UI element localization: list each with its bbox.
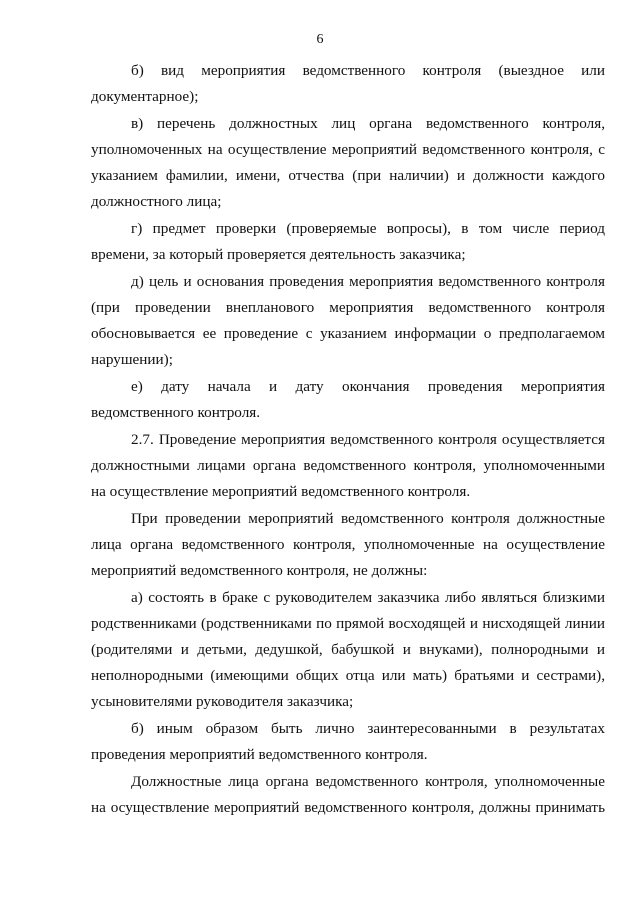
paragraph-d-purpose-grounds: д) цель и основания проведения мероприятия ведомственного контроля (при проведении внепланового мероприятия ведомственного контроля обосновывается ее проведение с указанием информации о предполагаемом нарушении); (91, 273, 605, 368)
page-number: 6 (316, 32, 324, 47)
paragraph-e-dates: е) дату начала и дату окончания проведения мероприятия ведомственного контроля. (91, 378, 605, 421)
document-body (91, 58, 605, 822)
paragraph-b-personal-interest: б) иным образом быть лично заинтересованными в результатах проведения мероприятий ведомственного контроля. (91, 720, 605, 763)
paragraph-b-control-type: б) вид мероприятия ведомственного контроля (выездное или документарное); (91, 62, 605, 105)
paragraph-v-officials-list: в) перечень должностных лиц органа ведомственного контроля, уполномоченных на осуществление мероприятий ведомственного контроля, с указанием фамилии, имени, отчества (при наличии) и должности каждого должностного лица; (91, 115, 605, 210)
paragraph-a-kinship: а) состоять в браке с руководителем заказчика либо являться близкими родственниками (родственниками по прямой восходящей и нисходящей линии (родителями и детьми, дедушкой, бабушкой и внуками), полнородными и неполнородными (имеющими общих отца или мать) братьями и сестрами), усыновителями руководителя заказчика; (91, 589, 605, 710)
paragraph-restrictions-intro: При проведении мероприятий ведомственного контроля должностные лица органа ведомственного контроля, уполномоченные на осуществление мероприятий ведомственного контроля, не должны: (91, 510, 605, 579)
paragraph-g-inspection-subject: г) предмет проверки (проверяемые вопросы), в том числе период времени, за который проверяется деятельность заказчика; (91, 220, 605, 263)
paragraph-2-7-conduct: 2.7. Проведение мероприятия ведомственного контроля осуществляется должностными лицами органа ведомственного контроля, уполномоченными на осуществление мероприятий ведомственного контроля. (91, 431, 605, 500)
paragraph-officials-obligations: Должностные лица органа ведомственного контроля, уполномоченные на осуществление мероприятий ведомственного контроля, должны принимать (91, 773, 605, 816)
